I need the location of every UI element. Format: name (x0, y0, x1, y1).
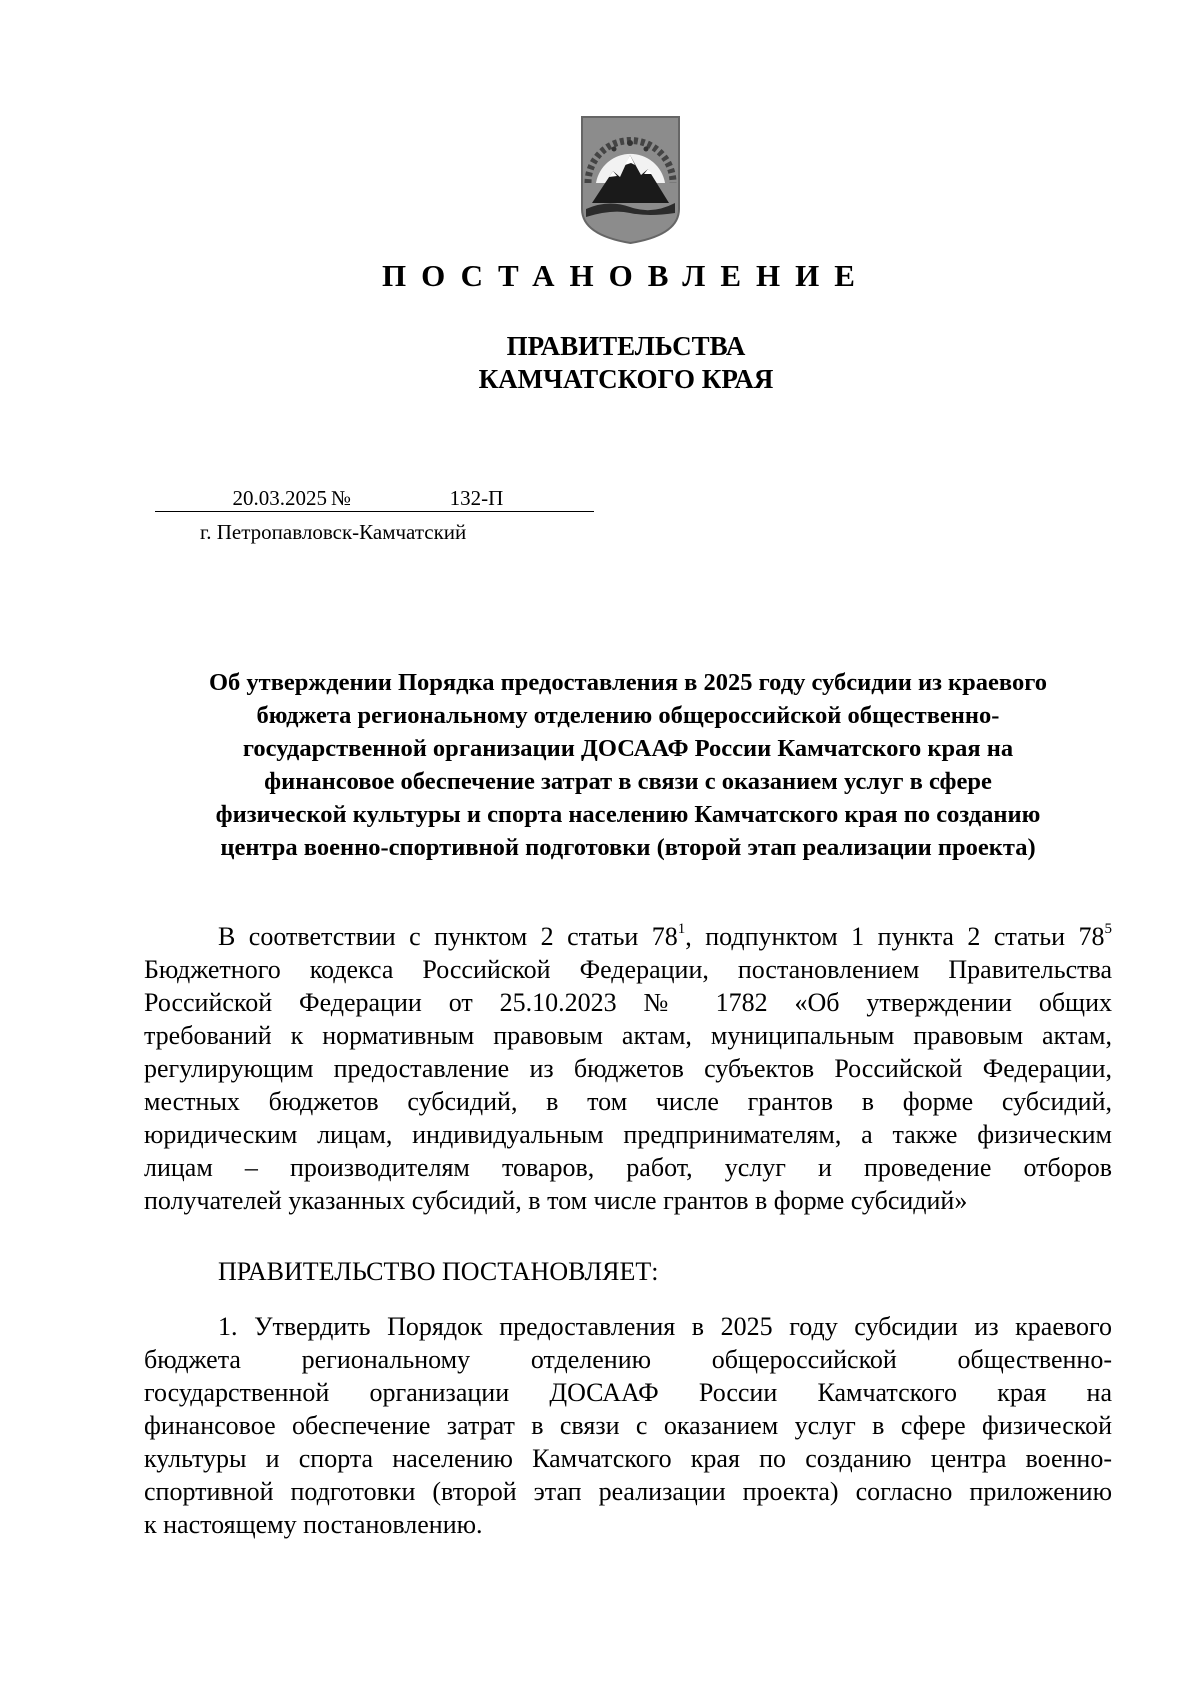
document-title (144, 666, 1112, 864)
preamble-line: лицам – производителям товаров, работ, услуг и проведение отборов (144, 1153, 1112, 1182)
title-line: бюджета региональному отделению общероссийской общественно- (256, 702, 1000, 729)
item-line: финансовое обеспечение затрат в связи с оказанием услуг в сфере физической (144, 1411, 1112, 1440)
preamble-line: требований к нормативным правовым актам, муниципальным правовым актам, (144, 1021, 1112, 1050)
registration-line (155, 485, 594, 515)
kamchatka-coat-of-arms-icon (578, 113, 683, 245)
item-1-paragraph (144, 1310, 1112, 1541)
preamble-line: Бюджетного кодекса Российской Федерации, постановлением Правительства (144, 955, 1112, 984)
preamble-line: получателей указанных субсидий, в том числе грантов в форме субсидий» (144, 1186, 968, 1215)
superscript: 5 (1104, 921, 1112, 937)
preamble-text: В соответствии с пунктом 2 статьи 78 (218, 922, 678, 951)
document-number: 132-П (359, 485, 594, 512)
title-line: центра военно-спортивной подготовки (второй этап реализации проекта) (220, 834, 1036, 861)
superscript: 1 (677, 921, 686, 937)
item-line: 1. Утвердить Порядок предоставления в 2025 году субсидии из краевого (218, 1312, 1112, 1341)
resolution-heading: ПРАВИТЕЛЬСТВО ПОСТАНОВЛЯЕТ: (218, 1257, 659, 1286)
item-line: спортивной подготовки (второй этап реализации проекта) согласно приложению (144, 1477, 1112, 1506)
issuer-line: ПРАВИТЕЛЬСТВА (506, 331, 746, 361)
item-line: государственной организации ДОСААФ России Камчатского края на (144, 1378, 1112, 1407)
preamble-line: юридическим лицам, индивидуальным предпринимателям, а также физическим (144, 1120, 1112, 1149)
title-line: физической культуры и спорта населению Камчатского края по созданию (215, 801, 1041, 828)
preamble-line (144, 920, 1112, 953)
preamble-line: местных бюджетов субсидий, в том числе грантов в форме субсидий, (144, 1087, 1112, 1116)
issuer-line: КАМЧАТСКОГО КРАЯ (478, 364, 774, 394)
title-line: государственной организации ДОСААФ России Камчатского края на (242, 735, 1014, 762)
number-sign: № (331, 485, 359, 512)
preamble-paragraph (144, 920, 1112, 1217)
item-line: к настоящему постановлению. (144, 1510, 483, 1539)
issue-city: г. Петропавловск-Камчатский (200, 520, 467, 544)
preamble-line: Российской Федерации от 25.10.2023 № 1782 «Об утверждении общих (144, 988, 1112, 1017)
preamble-text: , подпунктом 1 пункта 2 статьи 78 (685, 922, 1105, 951)
title-line: финансовое обеспечение затрат в связи с оказанием услуг в сфере (264, 768, 992, 795)
item-line: культуры и спорта населению Камчатского края по созданию центра военно- (144, 1444, 1112, 1473)
preamble-line: регулирующим предоставление из бюджетов субъектов Российской Федерации, (144, 1054, 1112, 1083)
title-line: Об утверждении Порядка предоставления в 2025 году субсидии из краевого (208, 669, 1047, 696)
item-line: бюджета региональному отделению общероссийской общественно- (144, 1345, 1112, 1374)
issuer-heading (0, 330, 1200, 396)
document-date: 20.03.2025 (155, 485, 331, 512)
document-type-heading: ПОСТАНОВЛЕНИЕ (382, 258, 870, 293)
